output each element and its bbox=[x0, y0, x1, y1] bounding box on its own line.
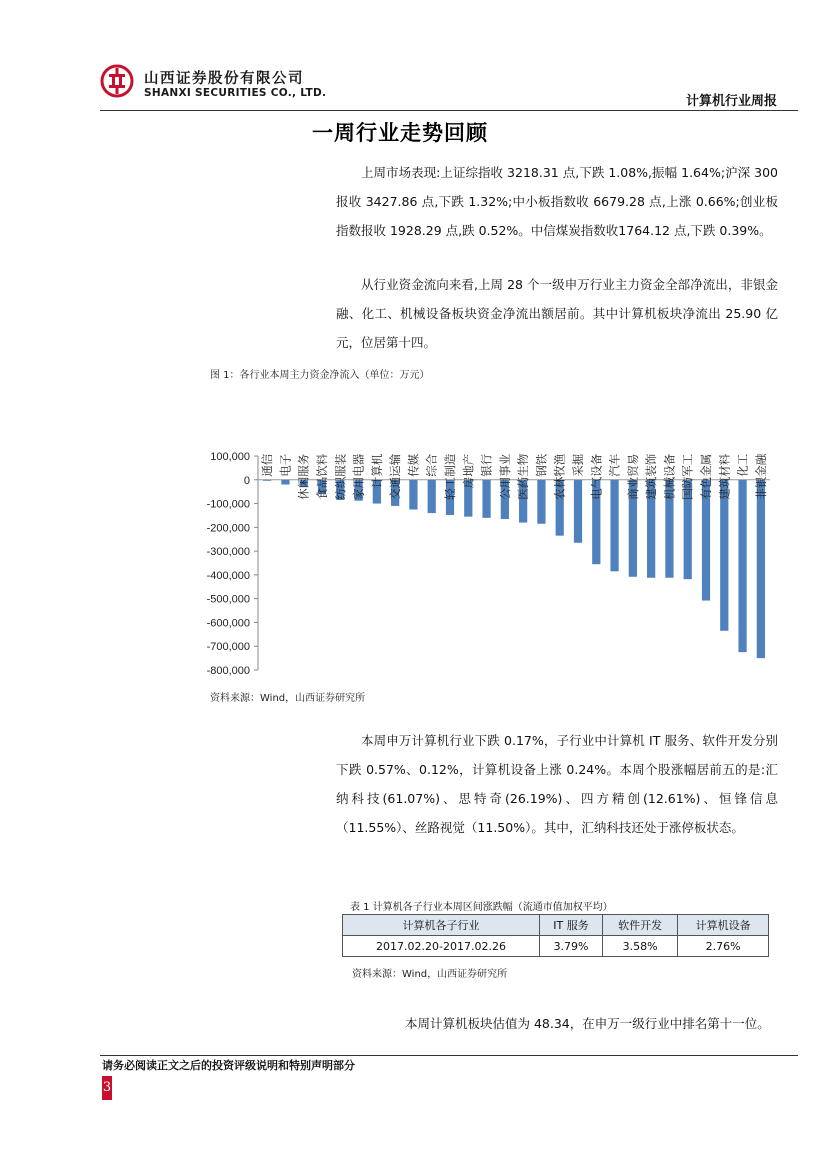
category-label: 通信 bbox=[260, 453, 275, 477]
category-label: 采掘 bbox=[571, 453, 585, 477]
figure-source: 资料来源：Wind，山西证券研究所 bbox=[210, 693, 366, 704]
bar bbox=[482, 480, 490, 518]
y-tick-label: -500,000 bbox=[206, 593, 250, 606]
y-tick-label: -300,000 bbox=[206, 546, 250, 559]
category-label: 交通运输 bbox=[388, 453, 403, 500]
category-label: 商业贸易 bbox=[625, 453, 640, 500]
category-label: 综合 bbox=[424, 453, 439, 477]
bar bbox=[720, 480, 728, 631]
section-title: 一周行业走势回顾 bbox=[312, 121, 488, 145]
company-logo-icon bbox=[100, 64, 134, 98]
table-header-cell: 计算机设备 bbox=[678, 915, 769, 936]
company-name-cn: 山西证券股份有限公司 bbox=[144, 71, 304, 87]
category-label: 休闲服务 bbox=[296, 453, 311, 500]
category-label: 机械设备 bbox=[662, 453, 677, 500]
table-header-cell: IT 服务 bbox=[540, 915, 603, 936]
category-label: 化工 bbox=[735, 453, 750, 477]
category-label: 传媒 bbox=[406, 453, 421, 477]
category-label: 电气设备 bbox=[589, 453, 604, 500]
category-label: 计算机 bbox=[369, 453, 384, 489]
bar bbox=[738, 480, 746, 652]
table-header-row bbox=[343, 915, 769, 936]
header-divider bbox=[100, 110, 798, 111]
category-label: 钢铁 bbox=[534, 453, 549, 477]
y-tick-label: -800,000 bbox=[206, 665, 250, 677]
category-label: 建筑装饰 bbox=[644, 453, 659, 500]
category-label: 纺织服装 bbox=[333, 453, 348, 500]
bar bbox=[263, 480, 271, 481]
bar bbox=[428, 480, 436, 513]
company-name-en: SHANXI SECURITIES CO., LTD. bbox=[144, 87, 327, 99]
table-cell: 3.79% bbox=[540, 936, 603, 957]
category-label: 国防军工 bbox=[680, 453, 695, 500]
category-label: 电子 bbox=[278, 453, 293, 477]
y-tick-label: -400,000 bbox=[206, 569, 250, 582]
bar bbox=[537, 480, 545, 524]
category-label: 建筑材料 bbox=[717, 453, 732, 500]
table-source: 资料来源：Wind，山西证券研究所 bbox=[352, 969, 508, 980]
fund-flow-bar-chart bbox=[190, 386, 790, 682]
y-tick-label: -200,000 bbox=[206, 522, 250, 535]
category-label: 汽车 bbox=[607, 453, 622, 477]
figure-caption: 图 1：各行业本周主力资金净流入（单位：万元） bbox=[210, 370, 430, 381]
page-number: 3 bbox=[102, 1076, 112, 1100]
y-tick-label: 100,000 bbox=[210, 451, 250, 463]
category-label: 家用电器 bbox=[351, 453, 366, 500]
fund-flow-paragraph: 从行业资金流向来看,上周 28 个一级申万行业主力资金全部净流出，非银金融、化工、机械设备板块资金净流出额居前。其中计算机板块净流出 25.90 亿元，位居第十四。 bbox=[336, 277, 778, 350]
table-cell: 2.76% bbox=[678, 936, 769, 957]
category-label: 轻工制造 bbox=[443, 453, 457, 500]
subindustry-performance-table bbox=[342, 914, 769, 957]
disclaimer: 请务必阅读正文之后的投资评级说明和特别声明部分 bbox=[102, 1059, 355, 1072]
category-label: 非银金融 bbox=[753, 453, 768, 500]
y-tick-label: -100,000 bbox=[206, 498, 250, 511]
category-label: 银行 bbox=[479, 453, 494, 477]
category-label: 公用事业 bbox=[497, 453, 512, 500]
report-name: 计算机行业周报 bbox=[685, 94, 777, 109]
table-header-cell: 计算机各子行业 bbox=[343, 915, 540, 936]
table-cell: 3.58% bbox=[603, 936, 678, 957]
table-header-cell: 软件开发 bbox=[603, 915, 678, 936]
y-tick-label: 0 bbox=[243, 474, 250, 487]
footer-divider bbox=[100, 1055, 798, 1056]
bar bbox=[757, 480, 765, 658]
bar bbox=[574, 480, 582, 543]
category-label: 有色金属 bbox=[699, 453, 713, 500]
y-tick-label: -700,000 bbox=[206, 641, 250, 654]
table-cell: 2017.02.20-2017.02.26 bbox=[343, 936, 540, 957]
table-row bbox=[343, 936, 769, 957]
bar bbox=[610, 480, 618, 572]
computer-industry-paragraph: 本周申万计算机行业下跌 0.17%，子行业中计算机 IT 服务、软件开发分别下跌 0.57%、0.12%，计算机设备上涨 0.24%。本周个股涨幅居前五的是:汇纳科技(61.07%)、思特奇(26.19%)、四方精创(12.61%)、恒锋信息（11.55%）、丝路视觉（11.50%）。其中，汇纳科技还处于涨停板状态。 bbox=[336, 733, 778, 835]
category-label: 食品饮料 bbox=[315, 453, 329, 500]
valuation-paragraph: 本周计算机板块估值为 48.34，在申万一级行业中排名第十一位。 bbox=[405, 1016, 770, 1031]
y-tick-label: -600,000 bbox=[206, 617, 250, 630]
category-label: 房地产 bbox=[461, 453, 476, 489]
market-paragraph: 上周市场表现:上证综指收 3218.31 点,下跌 1.08%,振幅 1.64%;沪深 300 报收 3427.86 点,下跌 1.32%;中小板指数收 6679.28 点,上涨 0.66%;创业板指数报收 1928.29 点,跌 0.52%。中信煤炭指数收1764.12 点,下跌 0.39%。 bbox=[336, 165, 778, 238]
bar bbox=[409, 480, 417, 510]
table-caption: 表 1 计算机各子行业本周区间涨跌幅（流通市值加权平均） bbox=[350, 902, 613, 913]
category-label: 医药生物 bbox=[516, 453, 531, 500]
bar bbox=[281, 480, 289, 485]
category-label: 农林牧渔 bbox=[552, 453, 567, 500]
